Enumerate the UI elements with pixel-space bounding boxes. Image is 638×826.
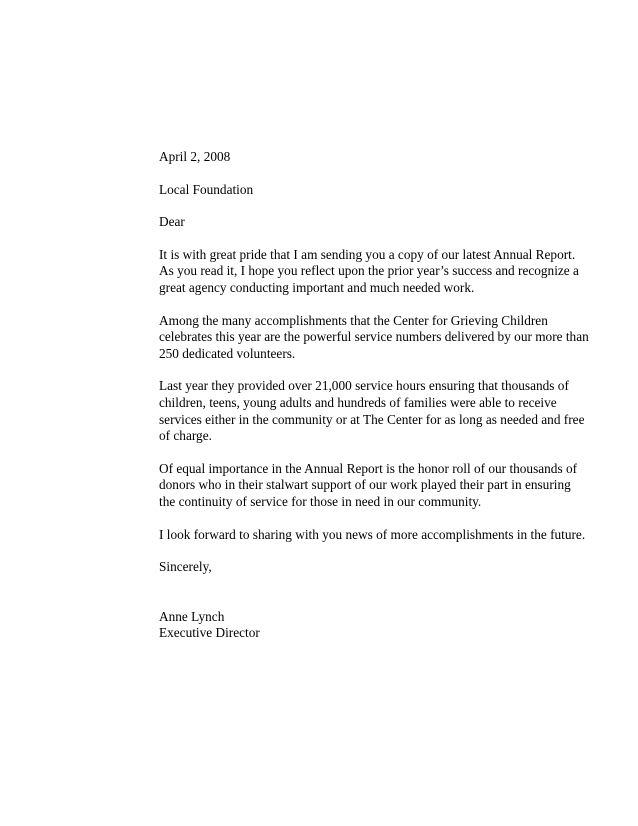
paragraph-2 (159, 312, 589, 363)
paragraph-line: of charge. (159, 428, 212, 444)
paragraph-line: the continuity of service for those in need in our community. (159, 493, 482, 509)
paragraph-5 (159, 526, 586, 544)
letter-date: April 2, 2008 (159, 149, 231, 164)
signer-title: Executive Director (159, 625, 260, 641)
paragraph-line: It is with great pride that I am sending you a copy of our latest Annual Report. (159, 246, 576, 262)
letter-salutation: Dear (159, 214, 185, 230)
paragraph-line: services either in the community or at The Center for as long as needed and free (159, 411, 585, 427)
paragraph-line: Among the many accomplishments that the Center for Grieving Children (159, 312, 548, 328)
signer-name: Anne Lynch (159, 608, 225, 624)
letter-closing: Sincerely, (159, 559, 212, 575)
paragraph-4 (159, 461, 579, 511)
letter-body (159, 149, 589, 642)
paragraph-line: 250 dedicated volunteers. (159, 345, 296, 361)
signature-block (159, 609, 579, 642)
paragraph-3 (159, 378, 585, 444)
paragraph-line: celebrates this year are the powerful service numbers delivered by our more than (159, 329, 589, 345)
paragraph-line: As you read it, I hope you reflect upon the prior year’s success and recognize a (159, 263, 579, 279)
paragraph-line: children, teens, young adults and hundreds of families were able to receive (159, 394, 557, 410)
paragraph-line: great agency conducting important and much needed work. (159, 279, 475, 295)
paragraph-line: I look forward to sharing with you news of more accomplishments in the future. (159, 526, 586, 542)
paragraph-1 (159, 247, 579, 297)
paragraph-line: donors who in their stalwart support of our work played their part in ensuring (159, 477, 571, 493)
letter-recipient: Local Foundation (159, 181, 254, 197)
paragraph-line: Last year they provided over 21,000 service hours ensuring that thousands of (159, 378, 569, 394)
paragraph-line: Of equal importance in the Annual Report is the honor roll of our thousands of (159, 460, 578, 476)
